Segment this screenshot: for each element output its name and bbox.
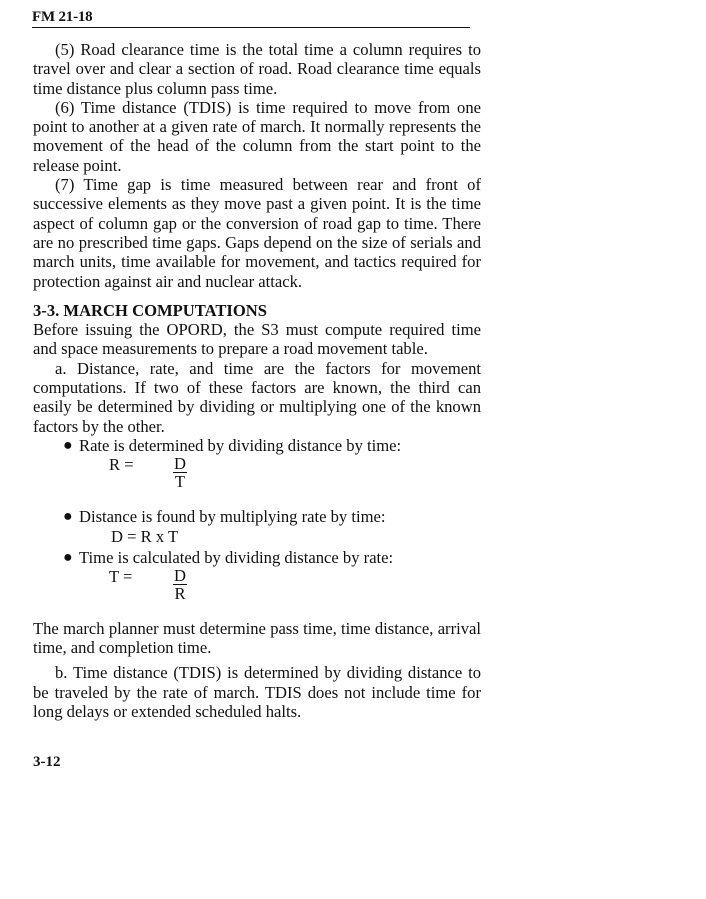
page-header <box>32 8 470 28</box>
page-body <box>33 40 481 721</box>
bullet-icon: ● <box>63 548 73 566</box>
manual-title: FM 21-18 <box>32 9 93 25</box>
fraction-numerator: D <box>174 565 186 585</box>
paragraph-time-gap: (7) Time gap is time measured between rear and front of successive elements as they move past a given point. It is the time aspect of column gap or the conversion of road gap to time. There are no prescribed time gaps. Gaps depend on the size of serials and march units, time available for movement, and tactics required for protection against air and nuclear attack. <box>33 175 481 291</box>
page-number: 3-12 <box>33 754 61 770</box>
bullet-distance-text: Distance is found by multiplying rate by time: <box>79 507 386 527</box>
formula-rate <box>33 455 481 495</box>
formula-distance: D = R x T <box>111 526 179 546</box>
formula-time <box>33 567 481 607</box>
paragraph-a: a. Distance, rate, and time are the factors for movement computations. If two of these factors are known, the third can easily be determined by dividing or multiplying one of the known factors by the other. <box>33 358 481 436</box>
section-intro: Before issuing the OPORD, the S3 must compute required time and space measurements to prepare a road movement table. <box>33 320 481 359</box>
paragraph-road-clearance-time: (5) Road clearance time is the total time a column requires to travel over and clear a section of road. Road clearance time equals time distance plus column pass time. <box>33 40 481 98</box>
formula-rate-lhs: R = <box>109 455 134 475</box>
bullet-time <box>33 548 481 567</box>
bullet-icon: ● <box>63 508 73 526</box>
bullet-time-text: Time is calculated by dividing distance by rate: <box>79 547 394 567</box>
fraction-numerator: D <box>174 454 186 474</box>
bullet-rate-text: Rate is determined by dividing distance by time: <box>79 435 402 455</box>
paragraph-time-distance: (6) Time distance (TDIS) is time required to move from one point to another at a given rate of march. It normally represents the movement of the head of the column from the start point to the release point. <box>33 97 481 175</box>
formula-time-fraction <box>173 567 187 603</box>
paragraph-b: b. Time distance (TDIS) is determined by dividing distance to be traveled by the rate of march. TDIS does not include time for long delays or extended scheduled halts. <box>33 663 481 722</box>
paragraph-march-planner: The march planner must determine pass time, time distance, arrival time, and completion time. <box>33 618 481 658</box>
bullet-icon: ● <box>63 436 73 454</box>
fraction-denominator: R <box>174 583 186 603</box>
formula-rate-fraction <box>173 455 187 491</box>
section-heading: 3-3. MARCH COMPUTATIONS <box>33 300 267 320</box>
formula-time-lhs: T = <box>109 566 133 586</box>
fraction-denominator: T <box>174 472 186 492</box>
bullet-distance <box>33 507 481 526</box>
bullet-rate <box>33 436 481 455</box>
